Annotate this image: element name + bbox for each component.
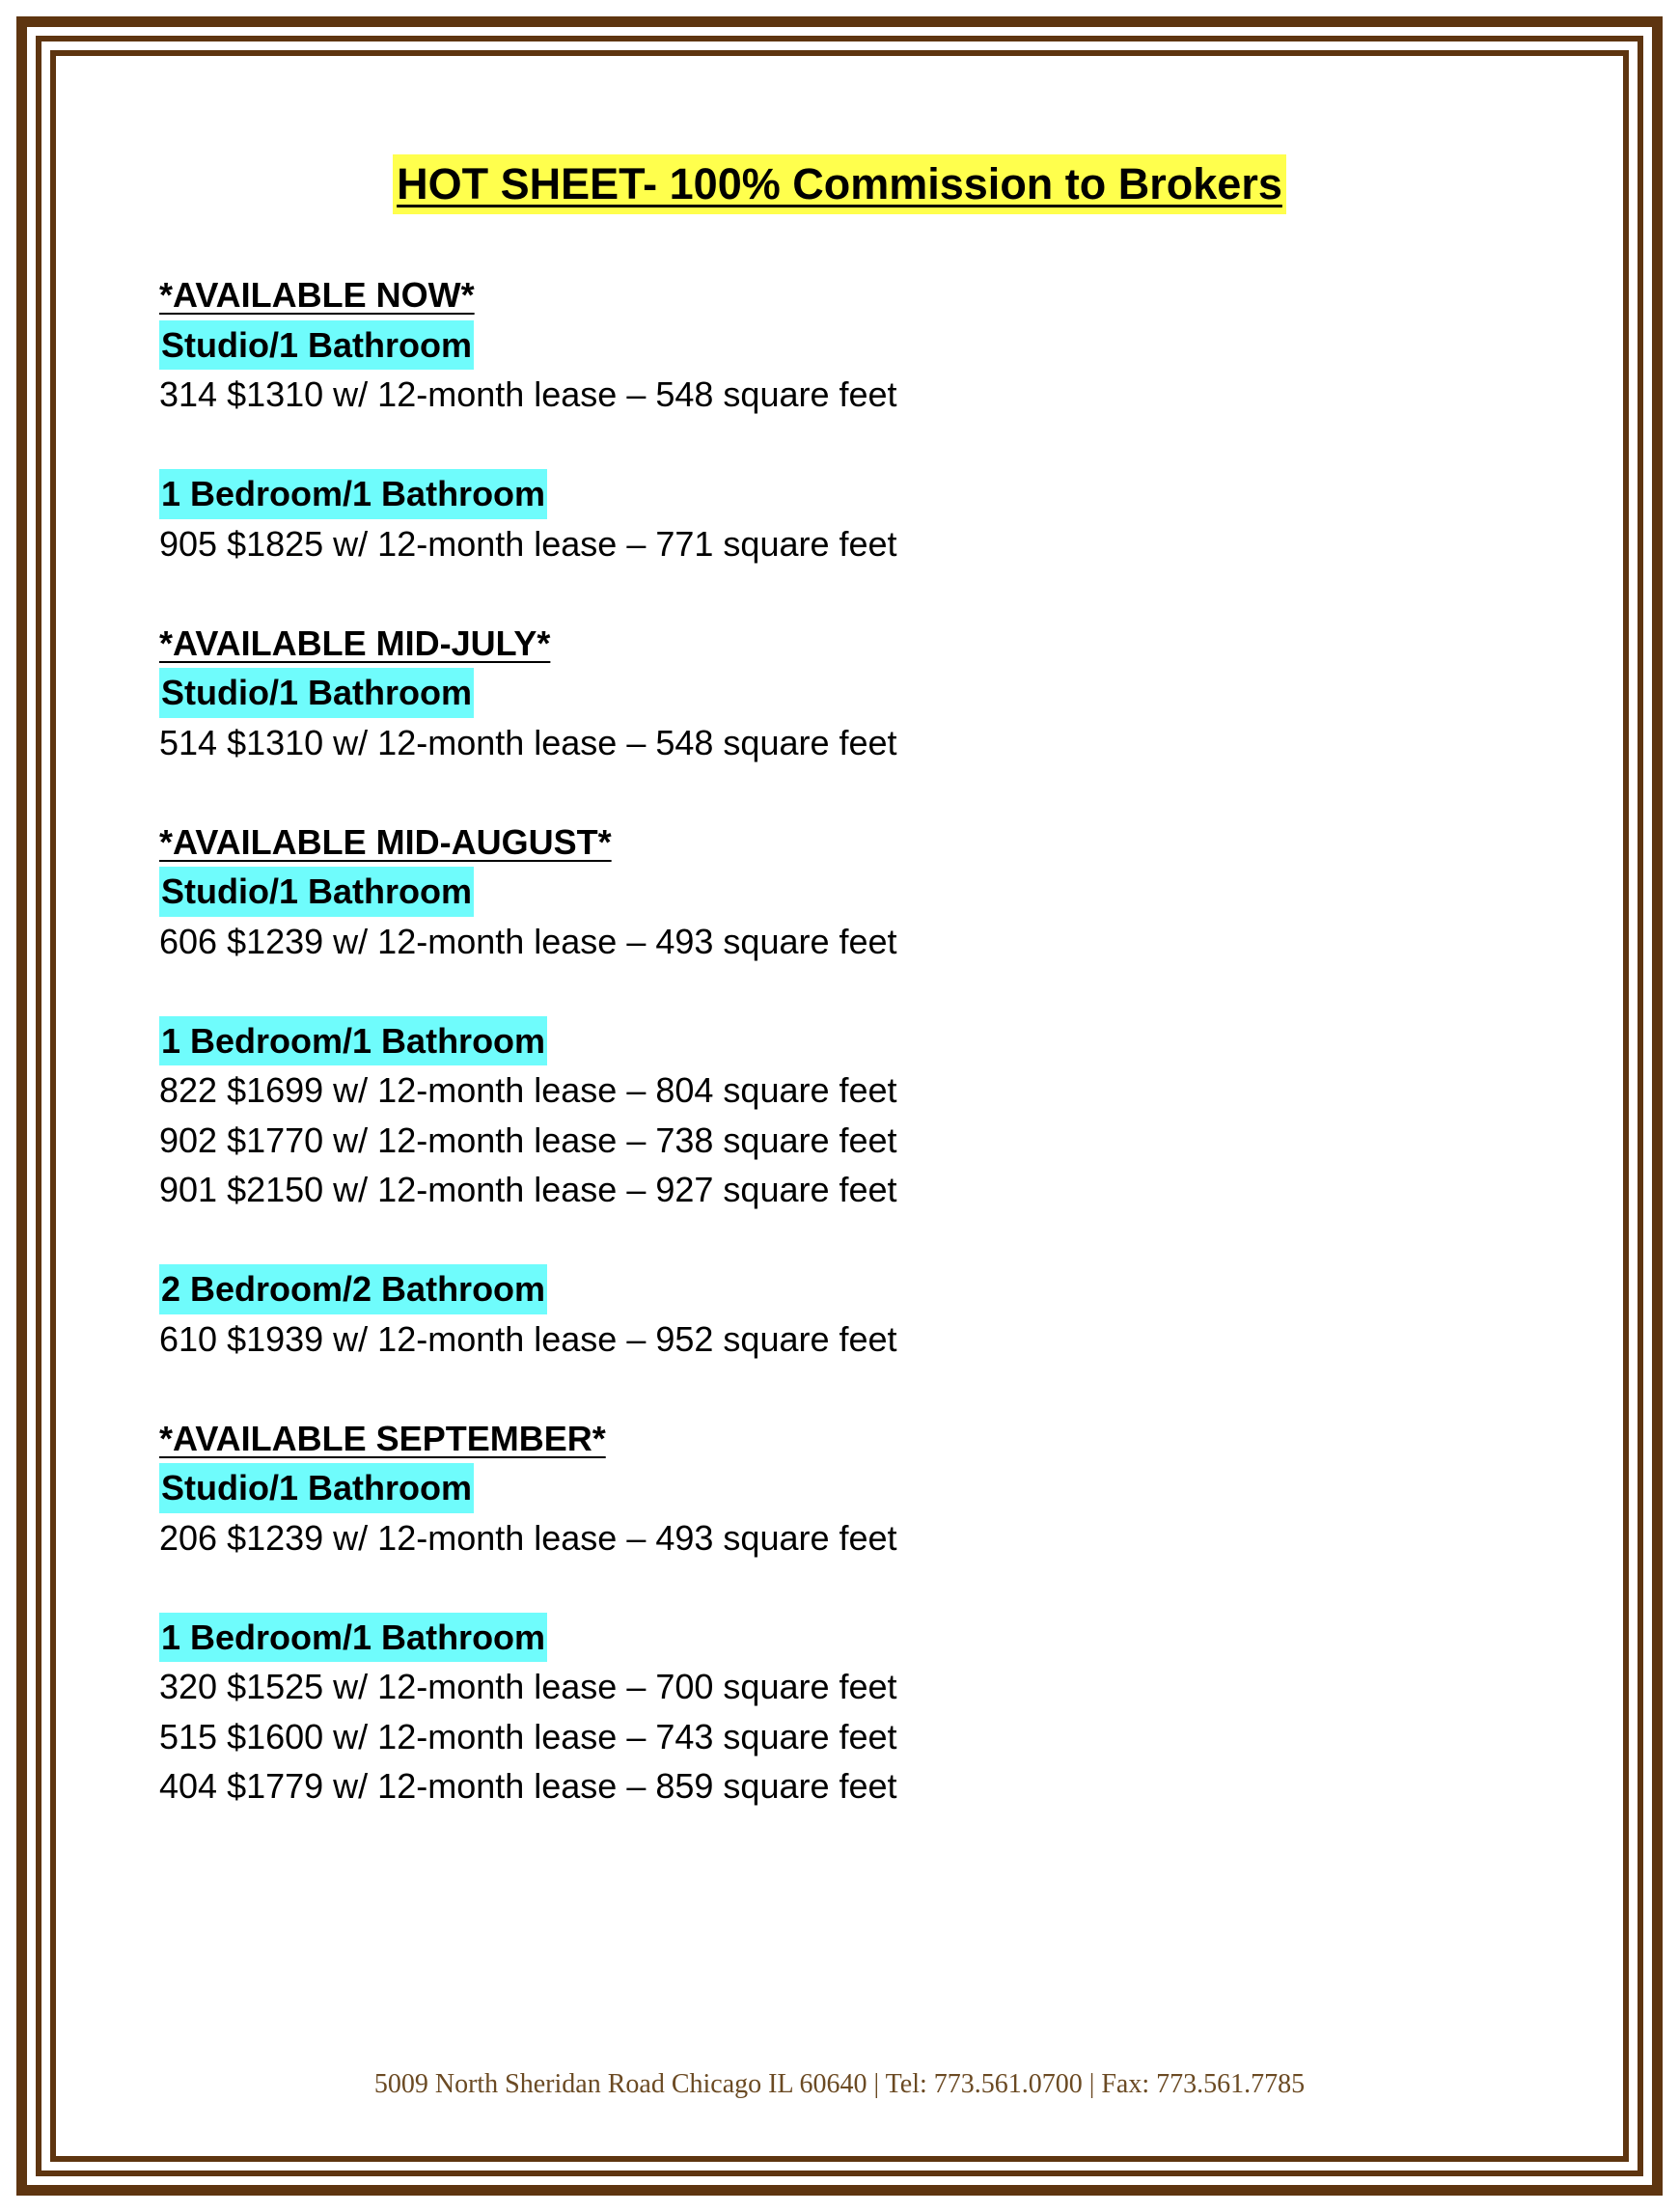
unit-listing: 314 $1310 w/ 12-month lease – 548 square feet (159, 374, 897, 414)
availability-heading-text: *AVAILABLE MID-JULY* (159, 622, 551, 663)
unit-listing: 901 $2150 w/ 12-month lease – 927 square feet (159, 1170, 897, 1209)
unit-type-label (159, 668, 1510, 718)
unit-type-label (159, 1613, 1510, 1663)
spacer (159, 568, 1510, 619)
spacer (159, 1562, 1510, 1613)
availability-heading-text: *AVAILABLE NOW* (159, 275, 475, 315)
unit-type-text: 2 Bedroom/2 Bathroom (159, 1264, 547, 1314)
unit-type-label (159, 1264, 1510, 1314)
unit-type-text: 1 Bedroom/1 Bathroom (159, 469, 547, 519)
availability-heading-text: *AVAILABLE MID-AUGUST* (159, 821, 612, 862)
unit-listing: 902 $1770 w/ 12-month lease – 738 square feet (159, 1120, 897, 1160)
unit-type-text: 1 Bedroom/1 Bathroom (159, 1016, 547, 1066)
unit-type-label (159, 1463, 1510, 1513)
listing-content (159, 270, 1510, 1811)
page-title: HOT SHEET- 100% Commission to Brokers (393, 154, 1286, 214)
unit-listing: 404 $1779 w/ 12-month lease – 859 square feet (159, 1766, 897, 1806)
spacer (159, 420, 1510, 470)
unit-type-label (159, 1016, 1510, 1066)
availability-heading (159, 270, 1510, 320)
availability-heading (159, 619, 1510, 669)
unit-listing: 514 $1310 w/ 12-month lease – 548 square feet (159, 722, 897, 762)
footer-contact: 5009 North Sheridan Road Chicago IL 60640 | Tel: 773.561.0700 | Fax: 773.561.7785 (373, 2069, 1306, 2099)
unit-type-text: Studio/1 Bathroom (159, 668, 474, 718)
spacer (159, 1215, 1510, 1265)
unit-type-text: Studio/1 Bathroom (159, 867, 474, 917)
availability-heading (159, 1414, 1510, 1464)
unit-listing: 905 $1825 w/ 12-month lease – 771 square feet (159, 523, 897, 564)
unit-type-label (159, 320, 1510, 371)
unit-listing: 515 $1600 w/ 12-month lease – 743 square feet (159, 1716, 897, 1756)
spacer (159, 966, 1510, 1016)
availability-heading-text: *AVAILABLE SEPTEMBER* (159, 1418, 606, 1458)
title-container (0, 154, 1679, 214)
availability-heading (159, 817, 1510, 868)
unit-type-text: Studio/1 Bathroom (159, 320, 474, 371)
unit-listing: 320 $1525 w/ 12-month lease – 700 square feet (159, 1667, 897, 1706)
spacer (159, 767, 1510, 817)
unit-listing: 606 $1239 w/ 12-month lease – 493 square feet (159, 921, 897, 961)
unit-listing: 822 $1699 w/ 12-month lease – 804 square feet (159, 1070, 897, 1110)
spacer (159, 1364, 1510, 1414)
unit-type-text: 1 Bedroom/1 Bathroom (159, 1613, 547, 1663)
unit-type-label (159, 469, 1510, 519)
unit-listing: 206 $1239 w/ 12-month lease – 493 square feet (159, 1517, 897, 1558)
unit-type-label (159, 867, 1510, 917)
unit-type-text: Studio/1 Bathroom (159, 1463, 474, 1513)
unit-listing: 610 $1939 w/ 12-month lease – 952 square feet (159, 1318, 897, 1359)
